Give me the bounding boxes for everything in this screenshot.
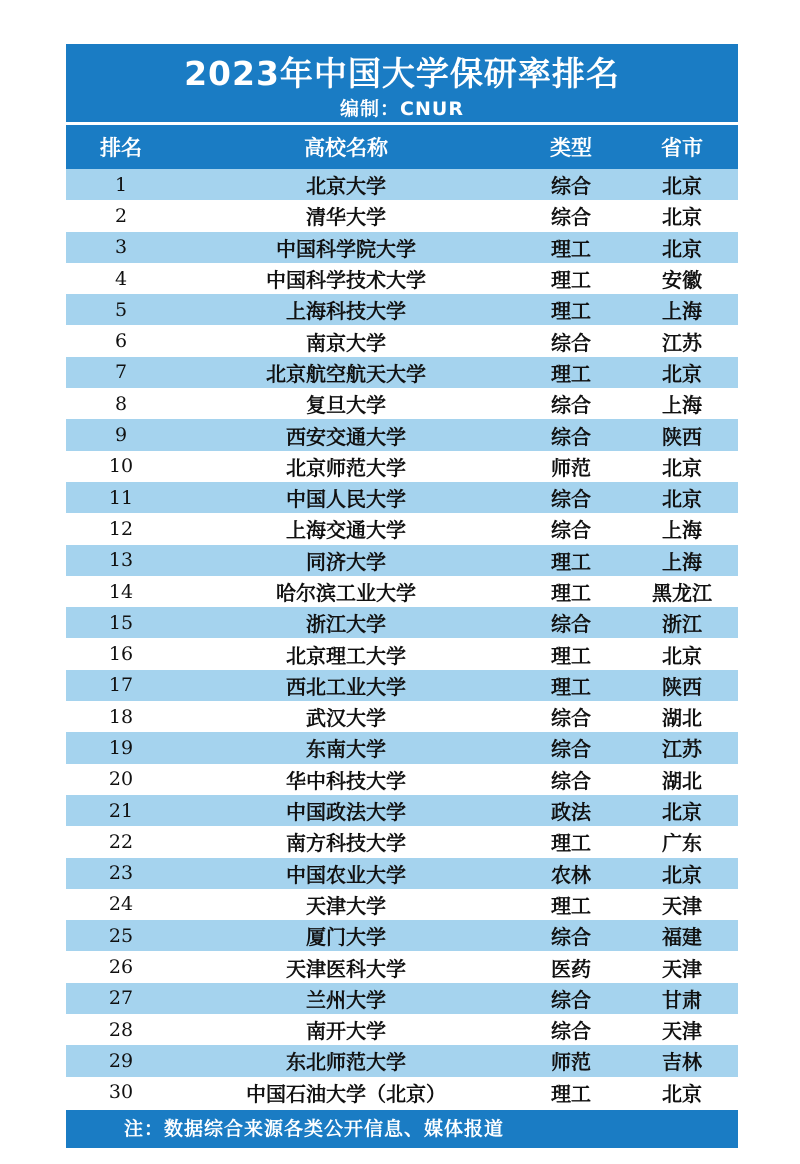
column-header-province: 省市 [661, 136, 703, 160]
table-row [66, 795, 738, 826]
province-cell: 天津 [662, 956, 702, 981]
type-cell: 综合 [551, 925, 591, 950]
university-name-cell: 南开大学 [306, 1019, 386, 1044]
province-cell: 安徽 [662, 268, 702, 293]
rank-cell: 5 [114, 298, 128, 321]
rank-cell: 13 [108, 549, 134, 572]
province-cell: 北京 [662, 174, 702, 199]
university-name-cell: 南京大学 [306, 330, 386, 355]
university-name-cell: 中国石油大学（北京） [246, 1081, 446, 1106]
province-cell: 陕西 [662, 424, 702, 449]
type-cell: 理工 [551, 674, 591, 699]
type-cell: 师范 [551, 1050, 591, 1075]
rank-cell: 25 [108, 924, 134, 947]
rank-cell: 29 [108, 1049, 134, 1072]
university-name-cell: 南方科技大学 [286, 831, 406, 856]
rank-cell: 11 [108, 486, 134, 509]
province-cell: 广东 [662, 831, 702, 856]
table-row [66, 1077, 738, 1108]
province-cell: 陕西 [662, 674, 702, 699]
type-cell: 综合 [551, 330, 591, 355]
table-row [66, 670, 738, 701]
province-cell: 北京 [662, 487, 702, 512]
university-name-cell: 中国科学技术大学 [266, 268, 426, 293]
province-cell: 湖北 [662, 768, 702, 793]
university-name-cell: 清华大学 [306, 205, 386, 230]
university-name-cell: 东南大学 [306, 737, 386, 762]
type-cell: 理工 [551, 831, 591, 856]
province-cell: 江苏 [662, 330, 702, 355]
university-name-cell: 武汉大学 [306, 706, 386, 731]
table-row [66, 920, 738, 951]
type-cell: 综合 [551, 393, 591, 418]
rank-cell: 23 [108, 862, 134, 885]
table-row [66, 1045, 738, 1076]
university-name-cell: 复旦大学 [306, 393, 386, 418]
rank-cell: 4 [114, 267, 128, 290]
table-row [66, 858, 738, 889]
rank-cell: 12 [108, 517, 134, 540]
type-cell: 理工 [551, 361, 591, 386]
province-cell: 天津 [662, 893, 702, 918]
province-cell: 北京 [662, 1081, 702, 1106]
table-row [66, 701, 738, 732]
province-cell: 黑龙江 [652, 581, 712, 605]
province-cell: 吉林 [662, 1050, 702, 1075]
type-cell: 综合 [551, 706, 591, 731]
province-cell: 浙江 [662, 612, 702, 637]
rank-cell: 17 [108, 674, 134, 697]
rank-cell: 20 [108, 768, 134, 791]
table-row [66, 638, 738, 669]
rank-cell: 30 [108, 1081, 134, 1104]
type-cell: 综合 [551, 424, 591, 449]
province-cell: 北京 [662, 236, 702, 261]
page-subtitle: 编制：CNUR [340, 98, 464, 120]
university-name-cell: 西北工业大学 [286, 674, 406, 699]
type-cell: 综合 [551, 987, 591, 1012]
table-row [66, 1014, 738, 1045]
rank-cell: 15 [108, 611, 134, 634]
province-cell: 北京 [662, 205, 702, 230]
table-row [66, 451, 738, 482]
rank-cell: 2 [114, 204, 128, 227]
table-row [66, 388, 738, 419]
university-name-cell: 中国政法大学 [286, 800, 406, 825]
rank-cell: 9 [114, 424, 128, 447]
rank-cell: 6 [114, 330, 128, 353]
university-name-cell: 上海科技大学 [286, 299, 406, 324]
table-row [66, 357, 738, 388]
province-cell: 上海 [662, 549, 702, 574]
type-cell: 综合 [551, 174, 591, 199]
type-cell: 综合 [551, 205, 591, 230]
university-name-cell: 天津大学 [306, 893, 386, 918]
table-row [66, 826, 738, 857]
table-row [66, 482, 738, 513]
university-name-cell: 天津医科大学 [286, 956, 406, 981]
title-block [66, 44, 738, 125]
rank-cell: 26 [108, 956, 134, 979]
university-name-cell: 兰州大学 [306, 987, 386, 1012]
province-cell: 北京 [662, 862, 702, 887]
university-name-cell: 北京理工大学 [286, 643, 406, 668]
table-header [66, 125, 738, 169]
column-header-rank: 排名 [100, 136, 142, 160]
type-cell: 理工 [551, 581, 591, 605]
province-cell: 北京 [662, 361, 702, 386]
rank-cell: 18 [108, 705, 134, 728]
university-name-cell: 北京师范大学 [286, 455, 406, 480]
type-cell: 综合 [551, 737, 591, 762]
university-name-cell: 哈尔滨工业大学 [276, 581, 416, 605]
rank-cell: 19 [108, 736, 134, 759]
rank-cell: 21 [108, 799, 134, 822]
type-cell: 农林 [551, 862, 591, 887]
rank-cell: 3 [114, 236, 128, 259]
rank-cell: 22 [108, 830, 134, 853]
rank-cell: 8 [114, 392, 128, 415]
type-cell: 理工 [551, 643, 591, 668]
province-cell: 北京 [662, 800, 702, 825]
table-row [66, 294, 738, 325]
type-cell: 综合 [551, 612, 591, 637]
province-cell: 北京 [662, 455, 702, 480]
university-name-cell: 东北师范大学 [286, 1050, 406, 1075]
province-cell: 北京 [662, 643, 702, 668]
type-cell: 理工 [551, 268, 591, 293]
table-row [66, 764, 738, 795]
university-name-cell: 北京航空航天大学 [266, 361, 426, 386]
university-name-cell: 中国农业大学 [286, 862, 406, 887]
table-row [66, 325, 738, 356]
university-name-cell: 同济大学 [306, 549, 386, 574]
university-name-cell: 上海交通大学 [286, 518, 406, 543]
rank-cell: 27 [108, 987, 134, 1010]
type-cell: 综合 [551, 518, 591, 543]
rank-cell: 16 [108, 643, 134, 666]
province-cell: 上海 [662, 518, 702, 543]
table-row [66, 545, 738, 576]
province-cell: 甘肃 [662, 987, 702, 1012]
table-row [66, 200, 738, 231]
type-cell: 理工 [551, 893, 591, 918]
table-row [66, 169, 738, 200]
province-cell: 上海 [662, 393, 702, 418]
table-body [66, 169, 738, 1108]
type-cell: 综合 [551, 1019, 591, 1044]
rank-cell: 28 [108, 1018, 134, 1041]
type-cell: 理工 [551, 549, 591, 574]
university-name-cell: 北京大学 [306, 174, 386, 199]
footer-note: 注：数据综合来源各类公开信息、媒体报道 [66, 1110, 738, 1148]
table-row [66, 576, 738, 607]
type-cell: 政法 [551, 800, 591, 825]
type-cell: 理工 [551, 236, 591, 261]
type-cell: 综合 [551, 487, 591, 512]
page-title: 2023年中国大学保研率排名 [184, 54, 620, 93]
table-row [66, 607, 738, 638]
university-name-cell: 西安交通大学 [286, 424, 406, 449]
type-cell: 综合 [551, 768, 591, 793]
column-header-name: 高校名称 [304, 136, 388, 160]
rank-cell: 7 [114, 361, 128, 384]
university-name-cell: 中国人民大学 [286, 487, 406, 512]
university-name-cell: 中国科学院大学 [276, 236, 416, 261]
table-row [66, 513, 738, 544]
column-header-type: 类型 [550, 136, 592, 160]
type-cell: 医药 [551, 956, 591, 981]
province-cell: 福建 [662, 925, 702, 950]
type-cell: 师范 [551, 455, 591, 480]
university-name-cell: 华中科技大学 [286, 768, 406, 793]
table-row [66, 419, 738, 450]
table-row [66, 983, 738, 1014]
table-row [66, 732, 738, 763]
rank-cell: 24 [108, 893, 134, 916]
province-cell: 湖北 [662, 706, 702, 731]
type-cell: 理工 [551, 299, 591, 324]
university-name-cell: 厦门大学 [306, 925, 386, 950]
table-row [66, 263, 738, 294]
table-row [66, 951, 738, 982]
rank-cell: 1 [114, 173, 128, 196]
university-name-cell: 浙江大学 [306, 612, 386, 637]
rank-cell: 14 [108, 580, 134, 603]
table-row [66, 232, 738, 263]
ranking-table [66, 44, 738, 1148]
province-cell: 天津 [662, 1019, 702, 1044]
type-cell: 理工 [551, 1081, 591, 1106]
province-cell: 上海 [662, 299, 702, 324]
rank-cell: 10 [108, 455, 134, 478]
table-row [66, 889, 738, 920]
province-cell: 江苏 [662, 737, 702, 762]
